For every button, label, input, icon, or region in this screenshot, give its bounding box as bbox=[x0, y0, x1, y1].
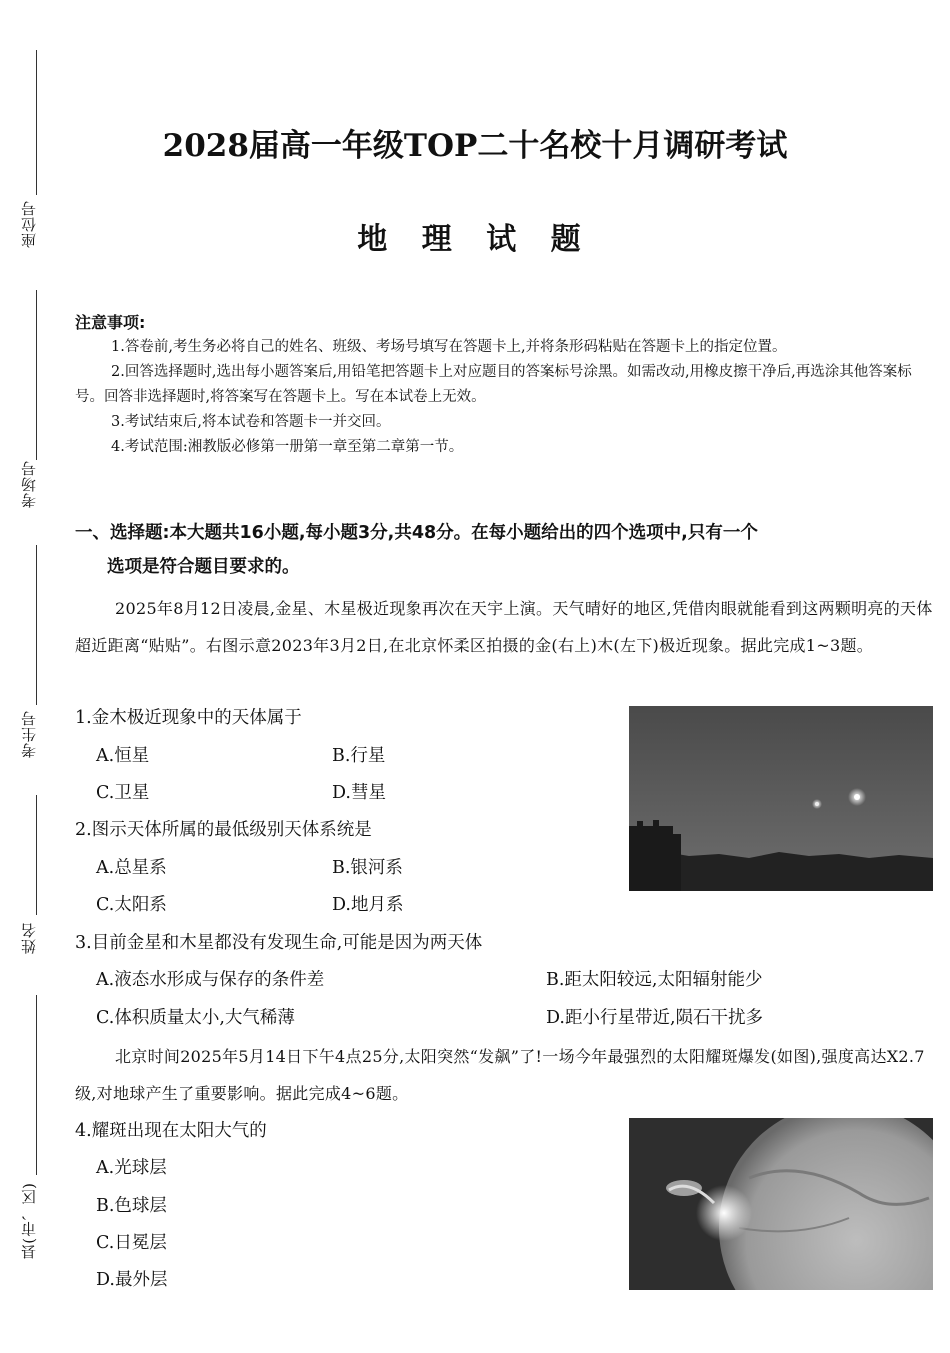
solar-flare-svg bbox=[629, 1118, 933, 1290]
notice-item: 3.考试结束后,将本试卷和答题卡一并交回。 bbox=[111, 414, 391, 430]
seat-label: 座位号 bbox=[20, 200, 38, 248]
notice-heading: 注意事项: bbox=[75, 313, 146, 332]
q2-option-d: D.地月系 bbox=[332, 895, 404, 915]
margin-line-name bbox=[36, 995, 37, 1175]
exam-title: 2028届高一年级TOP二十名校十月调研考试 bbox=[162, 128, 788, 164]
county-label: 县(市、区) bbox=[20, 1182, 38, 1260]
margin-line-room bbox=[36, 545, 37, 705]
solar-flare-photo bbox=[629, 1118, 933, 1290]
q2-option-b: B.银河系 bbox=[332, 858, 403, 878]
q4-option-c: C.日冕层 bbox=[96, 1233, 167, 1253]
section-line-2: 选项是符合题目要求的。 bbox=[107, 557, 300, 577]
q1-option-b: B.行星 bbox=[332, 746, 386, 766]
question-4-stem: 4.耀斑出现在太阳大气的 bbox=[75, 1121, 267, 1141]
notice-block bbox=[75, 310, 935, 460]
notice-item: 4.考试范围:湘教版必修第一册第一章至第二章第一节。 bbox=[111, 439, 464, 455]
q4-option-d: D.最外层 bbox=[96, 1270, 168, 1290]
notice-item: 1.答卷前,考生务必将自己的姓名、班级、考场号填写在答题卡上,并将条形码粘贴在答题卡上的指定位置。 bbox=[111, 339, 787, 355]
q3-option-c: C.体积质量太小,大气稀薄 bbox=[96, 1008, 295, 1028]
q1-option-d: D.彗星 bbox=[332, 783, 386, 803]
q3-option-b: B.距太阳较远,太阳辐射能少 bbox=[546, 970, 763, 990]
q1-option-c: C.卫星 bbox=[96, 783, 150, 803]
exam-room-label: 考场号 bbox=[20, 460, 38, 508]
q2-option-a: A.总星系 bbox=[96, 858, 167, 878]
q2-option-c: C.太阳系 bbox=[96, 895, 167, 915]
question-2-stem: 2.图示天体所属的最低级别天体系统是 bbox=[75, 820, 372, 840]
notice-item: 2.回答选择题时,选出每小题答案后,用铅笔把答题卡上对应题目的答案标号涂黑。如需改动,用橡皮擦干净后,再选涂其他答案标号。回答非选择题时,将答案写在答题卡上。写在本试卷上无效。 bbox=[75, 364, 912, 405]
margin-line-number bbox=[36, 795, 37, 915]
subject-title: 地 理 试 题 bbox=[357, 222, 593, 257]
exam-number-label: 考生号 bbox=[20, 710, 38, 758]
question-3-stem: 3.目前金星和木星都没有发现生命,可能是因为两天体 bbox=[75, 933, 483, 953]
q1-option-a: A.恒星 bbox=[96, 746, 150, 766]
q3-option-a: A.液态水形成与保存的条件差 bbox=[96, 970, 325, 990]
q3-option-d: D.距小行星带近,陨石干扰多 bbox=[546, 1008, 764, 1028]
q4-option-b: B.色球层 bbox=[96, 1196, 167, 1216]
conjunction-photo bbox=[629, 706, 933, 891]
section-heading bbox=[75, 516, 935, 584]
q4-option-a: A.光球层 bbox=[96, 1158, 167, 1178]
passage-2: 北京时间2025年5月14日下午4点25分,太阳突然“发飙”了!一场今年最强烈的太阳耀斑爆发(如图),强度高达X2.7级,对地球产生了重要影响。据此完成4~6题。 bbox=[75, 1047, 925, 1103]
margin-line-seat bbox=[36, 290, 37, 460]
section-line-1: 一、选择题:本大题共16小题,每小题3分,共48分。在每小题给出的四个选项中,只有一个 bbox=[75, 523, 758, 543]
conjunction-photo-svg bbox=[629, 706, 933, 891]
passage-1: 2025年8月12日凌晨,金星、木星极近现象再次在天宇上演。天气晴好的地区,凭借肉眼就能看到这两颗明亮的天体超近距离“贴贴”。右图示意2023年3月2日,在北京怀柔区拍摄的金(右上)木(左下)极近现象。据此完成1~3题。 bbox=[75, 599, 933, 655]
name-label: 姓名 bbox=[20, 922, 38, 954]
question-1-stem: 1.金木极近现象中的天体属于 bbox=[75, 708, 302, 728]
